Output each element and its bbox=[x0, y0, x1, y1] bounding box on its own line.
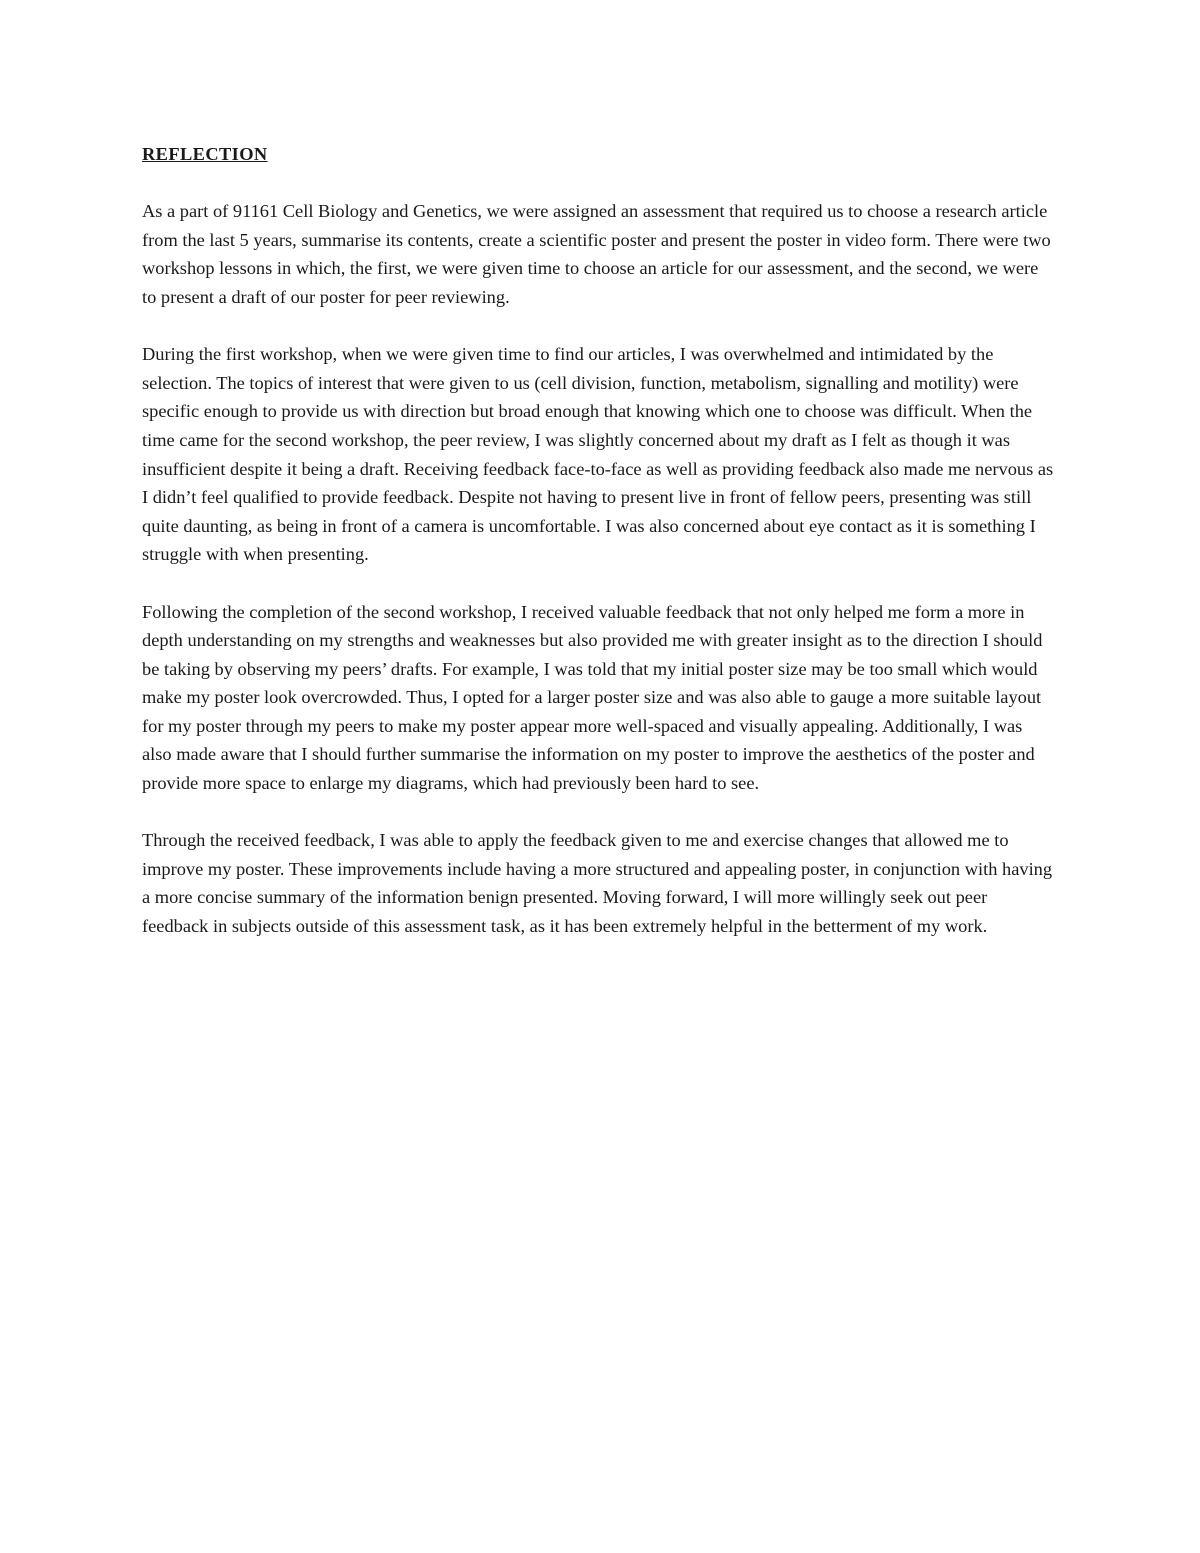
paragraph-conclusion: Through the received feedback, I was able to apply the feedback given to me and exercise changes that allowed me to improve my poster. These improvements include having a more structured and appealing poster, in conjunction with having a more concise summary of the information benign presented. Moving forward, I will more willingly seek out peer feedback in subjects outside of this assessment task, as it has been extremely helpful in the betterment of my work. bbox=[142, 830, 1053, 937]
document-title: REFLECTION bbox=[142, 144, 268, 164]
paragraph-feedback-received: Following the completion of the second workshop, I received valuable feedback that not only helped me form a more in depth understanding on my strengths and weaknesses but also provided me with greater insight as to the direction I should be taking by observing my peers’ drafts. For example, I was told that my initial poster size may be too small which would make my poster look overcrowded. Thus, I opted for a larger poster size and was also able to gauge a more suitable layout for my poster through my peers to make my poster appear more well-spaced and visually appealing. Additionally, I was also made aware that I should further summarise the information on my poster to improve the aesthetics of the poster and provide more space to enlarge my diagrams, which had previously been hard to see. bbox=[142, 601, 1043, 794]
paragraph-introduction: As a part of 91161 Cell Biology and Genetics, we were assigned an assessment that required us to choose a research article from the last 5 years, summarise its contents, create a scientific poster and present the poster in video form. There were two workshop lessons in which, the first, we were given time to choose an article for our assessment, and the second, we were to present a draft of our poster for peer reviewing. bbox=[142, 201, 1051, 307]
document-body bbox=[142, 140, 1056, 969]
paragraph-first-workshop: During the first workshop, when we were given time to find our articles, I was overwhelmed and intimidated by the selection. The topics of interest that were given to us (cell division, function, metabolism, signalling and motility) were specific enough to provide us with direction but broad enough that knowing which one to choose was difficult. When the time came for the second workshop, the peer review, I was slightly concerned about my draft as I felt as though it was insufficient despite it being a draft. Receiving feedback face-to-face as well as providing feedback also made me nervous as I didn’t feel qualified to provide feedback. Despite not having to present live in front of fellow peers, presenting was still quite daunting, as being in front of a camera is uncomfortable. I was also concerned about eye contact as it is something I struggle with when presenting. bbox=[142, 344, 1054, 565]
